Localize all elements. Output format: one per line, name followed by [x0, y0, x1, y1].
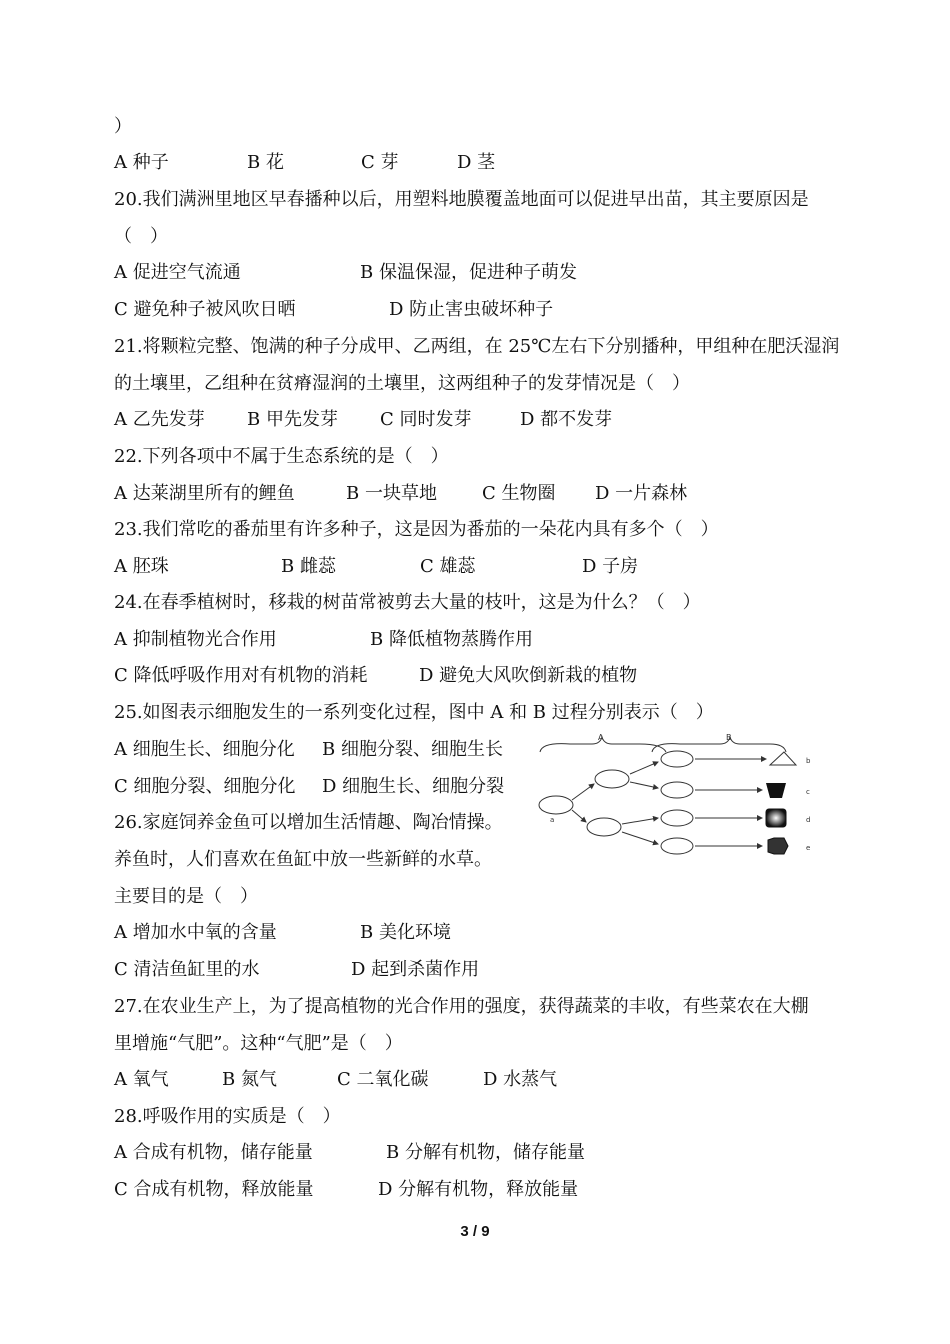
question-stem: 20.我们满洲里地区早春播种以后，用塑料地膜覆盖地面可以促进早出苗，其主要原因是 [114, 189, 809, 210]
option-b: B 甲先发芽 [247, 409, 338, 430]
page-number: 3 / 9 [460, 1223, 490, 1240]
question-stem: 23.我们常吃的番茄里有许多种子，这是因为番茄的一朵花内具有多个（ ） [114, 519, 719, 540]
option-c: C 雄蕊 [420, 556, 476, 577]
option-d: D 起到杀菌作用 [351, 959, 480, 980]
option-a: A 氧气 [114, 1069, 169, 1090]
option-a: A 乙先发芽 [114, 409, 205, 430]
option-b: B 一块草地 [346, 483, 437, 504]
option-d: D 避免大风吹倒新栽的植物 [419, 665, 638, 686]
question-stem: 26.家庭饲养金鱼可以增加生活情趣、陶冶情操。 [114, 812, 503, 833]
option-d: D 防止害虫破坏种子 [389, 299, 554, 320]
question-stem: 22.下列各项中不属于生态系统的是（ ） [114, 446, 449, 467]
label-e: e [806, 844, 811, 852]
option-d: D 细胞生长、细胞分裂 [322, 776, 505, 797]
option-b: B 细胞分裂、细胞生长 [322, 739, 503, 760]
option-a: A 促进空气流通 [114, 262, 241, 283]
option-a: A 达莱湖里所有的鲤鱼 [114, 483, 295, 504]
question-stem-continued: 里增施“气肥”。这种“气肥”是（ ） [114, 1033, 403, 1054]
octagon-cell-shape [768, 838, 788, 854]
option-b: B 氮气 [222, 1069, 277, 1090]
cell-d1 [661, 810, 693, 826]
option-d: D 都不发芽 [520, 409, 613, 430]
question-stem-continued: 的土壤里，乙组种在贫瘠湿润的土壤里，这两组种子的发芽情况是（ ） [114, 373, 690, 394]
option-d: D 茎 [457, 152, 496, 173]
option-c: C 芽 [361, 152, 399, 173]
arrow-a-lower [572, 810, 586, 822]
option-d: D 一片森林 [595, 483, 688, 504]
cell-c1 [661, 782, 693, 798]
bracket-b [652, 737, 786, 752]
square-cell-shape [766, 809, 786, 827]
cell-lower [587, 818, 621, 836]
option-a: A 胚珠 [114, 556, 169, 577]
option-b: B 保温保湿，促进种子萌发 [360, 262, 577, 283]
option-c: C 降低呼吸作用对有机物的消耗 [114, 665, 368, 686]
option-a: A 增加水中氧的含量 [114, 922, 277, 943]
option-d: D 分解有机物，释放能量 [378, 1179, 579, 1200]
option-c: C 细胞分裂、细胞分化 [114, 776, 296, 797]
question-stem: 21.将颗粒完整、饱满的种子分成甲、乙两组，在 25℃左右下分别播种，甲组种在肥沃湿润 [114, 336, 840, 357]
option-c: C 清洁鱼缸里的水 [114, 959, 260, 980]
arrow-to-b1 [630, 762, 658, 774]
arrow-to-e1 [622, 832, 658, 844]
option-c: C 避免种子被风吹日晒 [114, 299, 296, 320]
arrow-to-c1 [630, 782, 658, 788]
option-a: A 种子 [114, 152, 169, 173]
question-stem: 24.在春季植树时，移栽的树苗常被剪去大量的枝叶，这是为什么？（ ） [114, 592, 701, 613]
question-stem: 28.呼吸作用的实质是（ ） [114, 1106, 341, 1127]
arrow-to-d1 [622, 818, 658, 824]
arrow-a-upper [572, 784, 594, 800]
option-c: C 二氧化碳 [337, 1069, 429, 1090]
cell-e1 [661, 838, 693, 854]
option-d: D 子房 [582, 556, 639, 577]
label-c: c [806, 788, 810, 796]
cell-a [539, 796, 573, 814]
triangle-cell-shape [770, 752, 796, 765]
option-a: A 抑制植物光合作用 [114, 629, 277, 650]
option-b: B 分解有机物，储存能量 [386, 1142, 585, 1163]
label-process-b: B [726, 733, 732, 742]
option-c: C 合成有机物，释放能量 [114, 1179, 314, 1200]
label-process-a: A [598, 733, 604, 742]
question-stem-continued-2: 主要目的是（ ） [114, 886, 258, 907]
continuation-paren: ） [114, 116, 132, 137]
option-d: D 水蒸气 [483, 1069, 558, 1090]
question-stem-continued: 养鱼时，人们喜欢在鱼缸中放一些新鲜的水草。 [114, 849, 492, 870]
option-a: A 合成有机物，储存能量 [114, 1142, 313, 1163]
option-c: C 同时发芽 [380, 409, 472, 430]
label-d: d [806, 816, 811, 824]
trapezoid-cell-shape [766, 783, 786, 798]
question-stem: 25.如图表示细胞发生的一系列变化过程，图中 A 和 B 过程分别表示（ ） [114, 702, 714, 723]
question-stem: 27.在农业生产上，为了提高植物的光合作用的强度，获得蔬菜的丰收，有些菜农在大棚 [114, 996, 809, 1017]
question-stem-continued: （ ） [114, 226, 168, 247]
label-b: b [806, 757, 811, 765]
cell-upper [595, 770, 629, 788]
option-b: B 雌蕊 [281, 556, 336, 577]
option-b: B 降低植物蒸腾作用 [370, 629, 533, 650]
option-b: B 美化环境 [360, 922, 451, 943]
option-c: C 生物圈 [482, 483, 556, 504]
cell-b1 [661, 751, 693, 767]
option-b: B 花 [247, 152, 284, 173]
option-a: A 细胞生长、细胞分化 [114, 739, 295, 760]
cell-process-figure [530, 732, 830, 862]
label-a: a [550, 816, 555, 824]
